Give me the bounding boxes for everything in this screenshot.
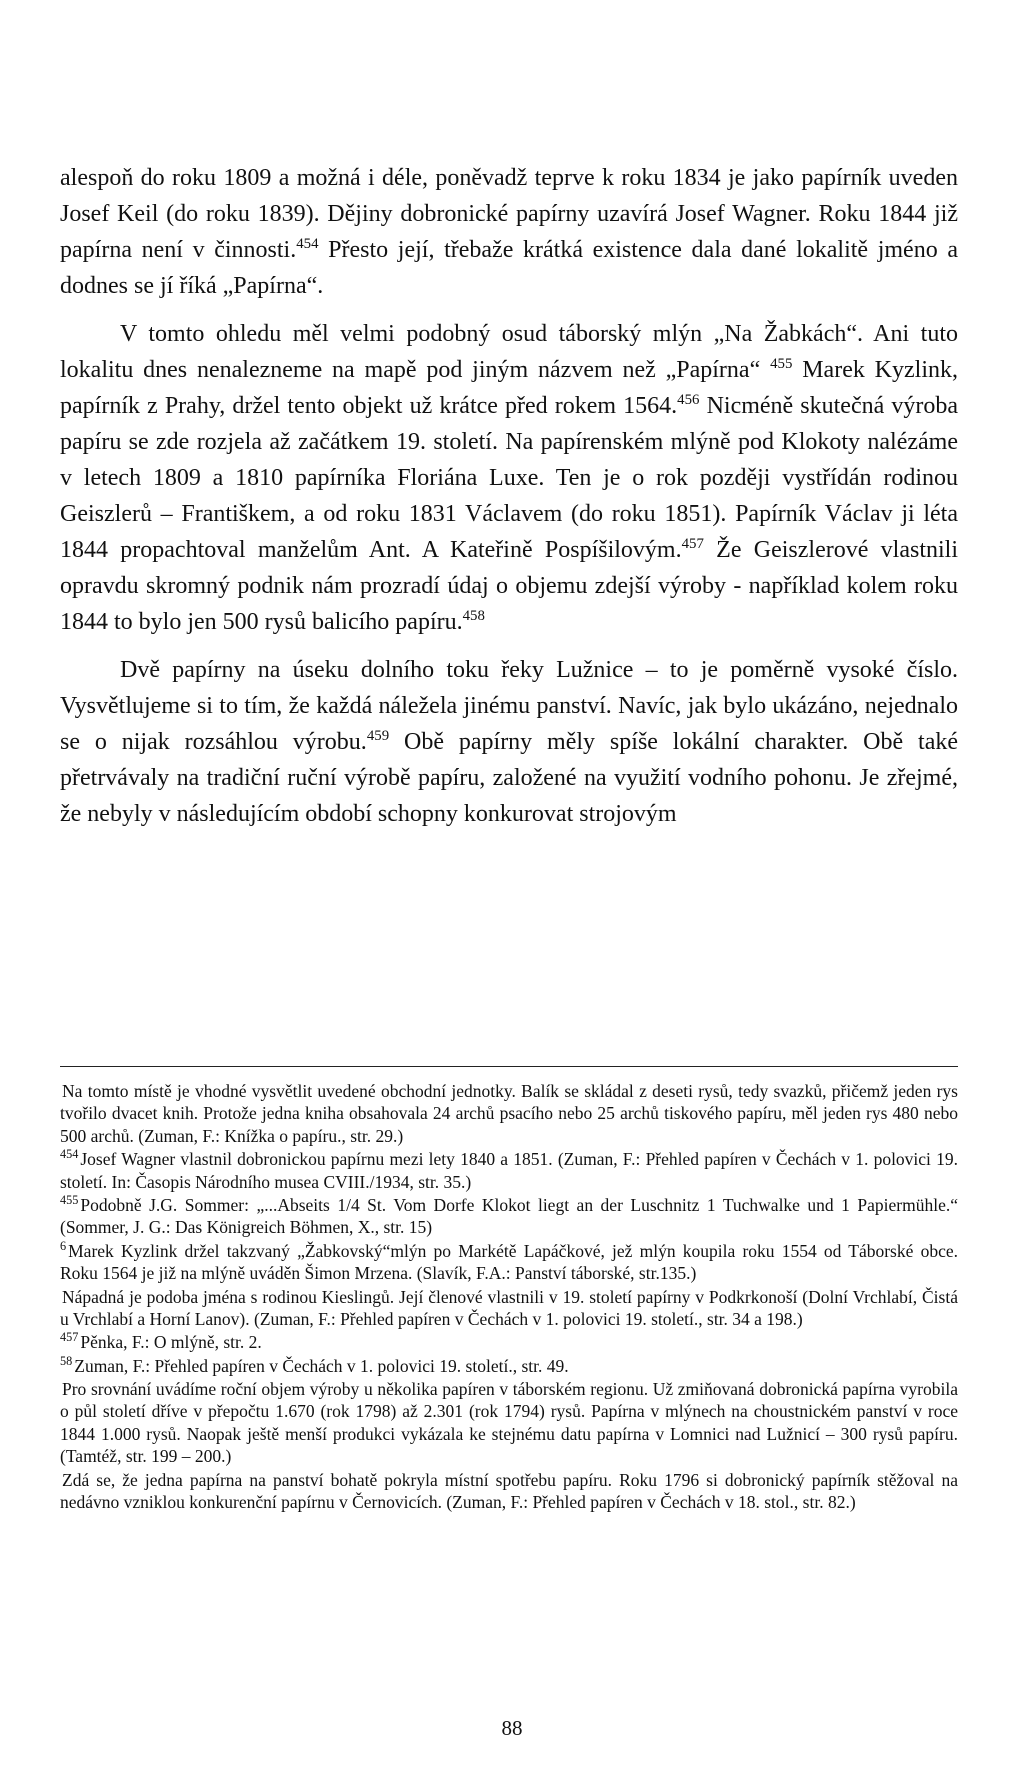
footnote: [60, 1194, 958, 1239]
footnote-text: Josef Wagner vlastnil dobronickou papírnu mezi lety 1840 a 1851. (Zuman, F.: Přehled papíren v Čechách v 1. polovici 19. století. In: Časopis Národního musea CVIII./1934, str. 35.): [60, 1149, 958, 1192]
main-text: [60, 160, 958, 832]
text-run: alespoň do roku 1809 a možná i déle, poněvadž teprve k roku 1834 je jako papírník uveden Josef Keil (do roku 1839). Dějiny dobronické papírny uzavírá Josef Wagner. Roku 1844 již papírna není v činnosti.: [60, 165, 958, 263]
footnote-text: Pěnka, F.: O mlýně, str. 2.: [80, 1332, 262, 1353]
footnote: [60, 1286, 958, 1331]
paragraph-3: [60, 652, 958, 832]
footnotes: [60, 1080, 958, 1514]
footnote-text: Podobně J.G. Sommer: „...Abseits 1/4 St. Vom Dorfe Klokot liegt an der Luschnitz 1 Tuchwalke und 1 Papiermühle.“ (Sommer, J. G.: Das Königreich Böhmen, X., str. 15): [60, 1194, 958, 1238]
footnote-number: 6: [60, 1238, 67, 1253]
footnote-ref-455: 455: [770, 356, 793, 372]
paragraph-1: [60, 160, 958, 304]
footnote-separator: [60, 1066, 958, 1067]
footnote: [60, 1080, 958, 1147]
footnote-ref-458: 458: [462, 608, 485, 624]
text-run: Přesto její, třebaže krátká existence dala dané lokalitě jméno a dodnes se jí říká „Papírna“.: [60, 237, 958, 299]
footnote-text: Marek Kyzlink držel takzvaný „Žabkovský“mlýn po Markétě Lapáčkové, jež mlýn koupila roku 1554 od Táborské obce. Roku 1564 je již na mlýně uváděn Šimon Mrzena. (Slavík, F.A.: Panství táborské, str.135.): [60, 1240, 958, 1284]
footnote-ref-459: 459: [366, 728, 390, 744]
text-run: Obě papírny měly spíše lokální charakter. Obě také přetrvávaly na tradiční ruční výrobě papíru, založené na využití vodního pohonu. Je zřejmé, že nebyly v následujícím období schopny konkurovat strojovým: [60, 729, 959, 827]
footnote: [60, 1355, 958, 1377]
text-run: V tomto ohledu měl velmi podobný osud táborský mlýn „Na Žabkách“. Ani tuto lokalitu dnes nenalezneme na mapě pod jiným názvem než „Papírna“: [60, 321, 958, 383]
footnote: [60, 1240, 958, 1285]
text-run: Marek Kyzlink, papírník z Prahy, držel tento objekt už krátce před rokem 1564.: [60, 357, 958, 419]
footnote-text: Zdá se, že jedna papírna na panství bohatě pokryla místní spotřebu papíru. Roku 1796 si dobronický papírník stěžoval na nedávno vzniklou konkurenční papírnu v Černovicích. (Zuman, F.: Přehled papíren v Čechách v 18. stol., str. 82.): [60, 1469, 958, 1513]
footnote: [60, 1148, 958, 1193]
footnote-number: 457: [60, 1330, 79, 1345]
footnote: [60, 1331, 958, 1353]
text-run: Nicméně skutečná výroba papíru se zde rozjela až začátkem 19. století. Na papírenském mlýně pod Klokoty nalézáme v letech 1809 a 1810 papírníka Floriána Luxe. Ten je o rok později vystřídán rodinou Geiszlerů – Františkem, a od roku 1831 Václavem (do roku 1851). Papírník Václav ji léta 1844 propachtoval manželům Ant. A Kateřině Pospíšilovým.: [60, 393, 958, 563]
footnote: [60, 1469, 958, 1514]
footnote: [60, 1378, 958, 1468]
text-run: Dvě papírny na úseku dolního toku řeky Lužnice – to je poměrně vysoké číslo. Vysvětlujeme si to tím, že každá náležela jinému panství. Navíc, jak bylo ukázáno, nejednalo se o nijak rozsáhlou výrobu.: [60, 657, 958, 755]
footnote-text: Zuman, F.: Přehled papíren v Čechách v 1. polovici 19. století., str. 49.: [74, 1355, 569, 1376]
footnote-ref-456: 456: [677, 392, 700, 408]
page-number: 88: [501, 1716, 523, 1740]
footnote-number: 454: [60, 1147, 79, 1162]
footnote-text: Nápadná je podoba jména s rodinou Kieslingů. Její členové vlastnili v 19. století papírny v Podkrkonoší (Dolní Vrchlabí, Čistá u Vrchlabí a Horní Lanov). (Zuman, F.: Přehled papíren v Čechách v 1. polovici 19. století., str. 34 a 198.): [60, 1286, 958, 1329]
footnote-number: 455: [60, 1193, 79, 1208]
footnote-number: 58: [60, 1353, 73, 1368]
text-run: Že Geiszlerové vlastnili opravdu skromný podnik nám prozradí údaj o objemu zdejší výroby - například kolem roku 1844 to bylo jen 500 rysů balicího papíru.: [60, 537, 958, 635]
footnote-ref-454: 454: [296, 236, 319, 252]
footnote-ref-457: 457: [681, 536, 704, 552]
footnote-text: Na tomto místě je vhodné vysvětlit uvedené obchodní jednotky. Balík se skládal z deseti rysů, tedy svazků, přičemž jeden rys tvořilo dvacet knih. Protože jedna kniha obsahovala 24 archů psacího nebo 25 archů tiskového papíru, měl jeden rys 480 nebo 500 archů. (Zuman, F.: Knížka o papíru., str. 29.): [60, 1081, 958, 1146]
paragraph-2: [60, 316, 958, 640]
footnote-text: Pro srovnání uvádíme roční objem výroby u několika papíren v táborském regionu. Už zmiňovaná dobronická papírna vyrobila o půl století dříve v přepočtu 1.670 (rok 1798) až 2.301 (rok 1794) rysů. Papírna v mlýnech na choustnickém panství v roce 1844 1.000 rysů. Naopak ještě menší produkci vykázala ke stejnému datu papírna v Lomnici nad Lužnicí – 300 rysů papíru. (Tamtéž, str. 199 – 200.): [60, 1379, 958, 1467]
